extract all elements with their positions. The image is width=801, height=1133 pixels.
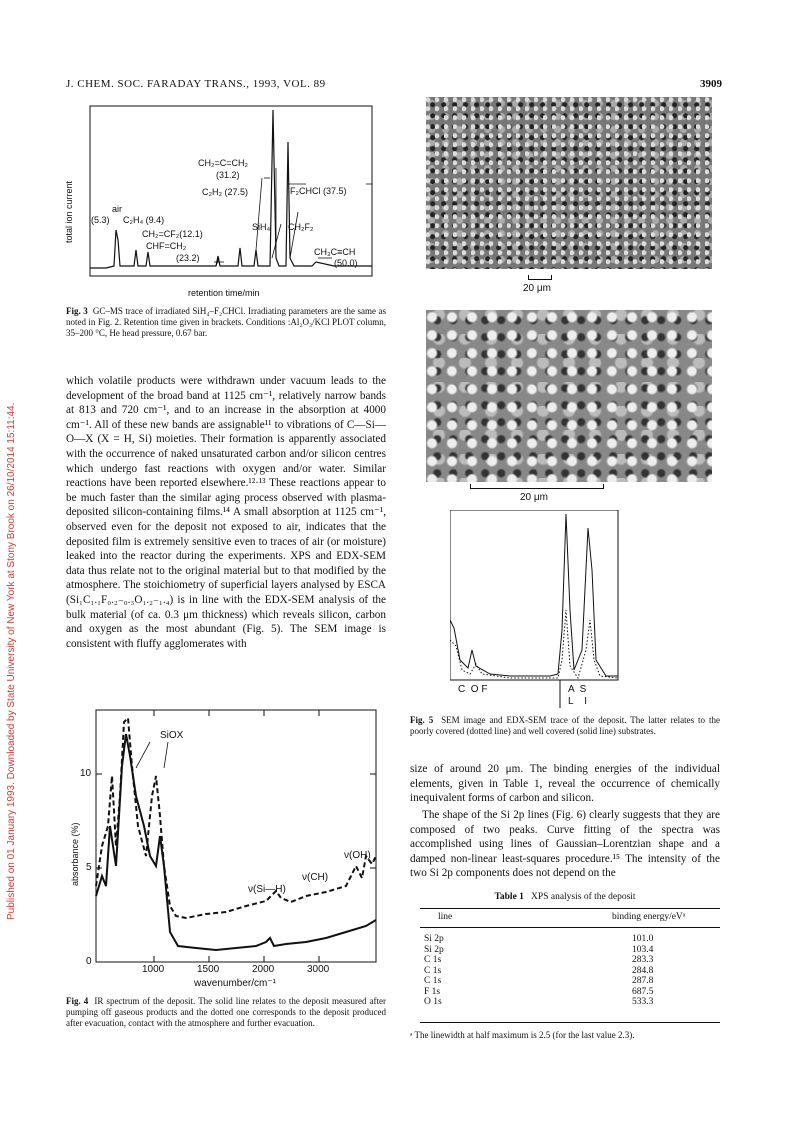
fig3-xlabel: retention time/min: [188, 288, 260, 298]
fig3-ylabel: total ion current: [64, 180, 74, 243]
table1-rule-top: [420, 908, 720, 909]
fig3-label-c2h4: C₂H₄ (9.4): [123, 215, 165, 225]
fig3-label-p500: (50.0): [334, 258, 358, 268]
fig4-xtick-1500: 1500: [197, 964, 220, 975]
fig3-label-chfch2: CHF=CH₂: [146, 241, 187, 251]
fig4-ytick-10: 10: [80, 768, 92, 779]
table-row: O 1s 533.3: [424, 997, 654, 1007]
body-text-left: which volatile products were withdrawn under vacuum leads to the development of the broad band at 1125 cm⁻¹, relatively narrow bands at 813 and 720 cm⁻¹, and to an increase in the absorption at 4000 cm⁻¹. All of these new bands are assignable¹¹ to vibrations of C—Si—O—X (X = H, Si) moieties. Their formation is apparently associated with the occurrence of naked unsaturated carbon and/or silicon centres which undergo fast reactions with oxygen and/or water. Similar reactions have been reported elsewhere.¹²·¹³ These reactions appear to be much faster than the similar aging process observed with plasma-deposited silicon-containing films.¹⁴ A small absorption at 1125 cm⁻¹, observed even for the deposit not exposed to air, indicates that the deposited film is extremely sensitive even to traces of air (or moisture) leaked into the reactor during the experiments. XPS and EDX-SEM data thus relate not to the original material but to that modified by the atmosphere. The stoichiometry of superficial layers analysed by ESCA (Si₁C₁.₁F₀.₂₋₀.₃O₁.₂₋₁.₄) is in line with the EDX-SEM analysis of the bulk material (of ca. 0.3 μm thickness) which reveals silicon, carbon and oxygen as the most abundant (Fig. 5). The SEM image is consistent with fluffy agglomerates with: [66, 375, 386, 650]
fig4-dashed-trace: [96, 718, 376, 918]
fig3-label-p312: (31.2): [216, 170, 240, 180]
fig3-label-ch2cf2: CH₂=CF₂(12.1): [142, 229, 203, 239]
fig4-xtick-1000: 1000: [142, 964, 165, 975]
fig4-label-siox: SiOX: [160, 730, 184, 741]
fig3-label-air: air: [112, 204, 123, 214]
table-row: C 1s 283.3: [424, 955, 654, 965]
fig3-label-p53: (5.3): [91, 215, 110, 225]
table1-header-energy: binding energy/eVᵃ: [612, 912, 686, 922]
fig3-label-f2chcl: F₂CHCl (37.5): [290, 186, 347, 196]
sem-image-top: [426, 97, 712, 269]
fig4-caption: Fig. 4 IR spectrum of the deposit. The solid line relates to the deposit measured after pumping off gaseous products and the dotted one corresponds to the deposit produced after evacuation, contact with the atmosphere and further evacuation.: [66, 996, 386, 1028]
table1-rule-mid: [420, 927, 720, 928]
fig4-ytick-5: 5: [86, 862, 92, 873]
fig4-label-vsih: ν(Si—H): [248, 884, 286, 895]
fig4-solid-trace: [96, 734, 376, 950]
fig5-svg: [450, 510, 620, 710]
fig4-label-vch: ν(CH): [302, 872, 329, 883]
table-row: Si 2p 103.4: [424, 944, 654, 955]
scale-label-bottom: 20 μm: [520, 492, 548, 503]
fig3-label-ch2f2: CH₂F₂: [288, 222, 314, 232]
table1: [420, 934, 720, 1008]
scale-bar-top: [528, 275, 552, 280]
page-number: 3909: [700, 78, 722, 90]
download-note: Published on 01 January 1993. Downloaded by State University of New York at Stony Brook on 26/10/2014 15:11:44.: [6, 402, 17, 920]
table-row: C 1s 284.8: [424, 965, 654, 976]
fig5-edx-chart: [450, 510, 620, 710]
fig4-ytick-0: 0: [86, 956, 92, 967]
scale-label-top: 20 μm: [523, 283, 551, 294]
fig3-label-sih4: SiH₄: [252, 222, 271, 232]
fig3-label-ch3cch: CH₃C≡CH: [314, 247, 356, 257]
fig4-xlabel: wavenumber/cm⁻¹: [194, 978, 276, 989]
fig5-xlabels-right-top: A S: [568, 684, 587, 695]
fig4-label-voh: ν(OH): [344, 850, 371, 861]
sem-image-bottom: [426, 310, 712, 482]
fig3-chart: [66, 98, 396, 303]
fig5-dotted-trace: [450, 610, 618, 678]
body-text-right-p1: size of around 20 μm. The binding energies of the individual elements, given in Table 1, reveal the occurrence of chemically inequivalent forms of carbon and silicon.: [410, 763, 720, 805]
table1-footnote: ᵃ The linewidth at half maximum is 2.5 (for the last value 2.3).: [410, 1030, 635, 1040]
fig5-caption: Fig. 5 SEM image and EDX-SEM trace of the deposit. The latter relates to the poorly covered (dotted line) and well covered (solid line) substrates.: [410, 715, 721, 736]
fig3-label-p232: (23.2): [176, 253, 200, 263]
table-row: C 1s 287.8: [424, 976, 654, 986]
fig3-svg: [66, 98, 396, 303]
fig5-xlabels-left: C O F: [458, 684, 488, 695]
scale-bar-bottom: [470, 484, 604, 489]
table-row: Si 2p 101.0: [424, 934, 654, 944]
fig5-xlabels-right-bottom: L I: [568, 696, 588, 707]
table1-header-line: line: [438, 912, 453, 922]
fig4-svg: [66, 706, 386, 998]
fig3-caption: Fig. 3 GC–MS trace of irradiated SiH₄–F₂CHCl. Irradiating parameters are the same as noted in Fig. 2. Retention time given in brackets. Conditions :Al₂O₃/KCl PLOT column, 35–200 °C, He head pressure, 0.67 bar.: [66, 306, 386, 338]
table1-rule-bottom: [420, 1022, 720, 1023]
table1-title: Table 1 XPS analysis of the deposit: [494, 892, 636, 902]
fig3-label-c2h2: C₂H₂ (27.5): [202, 187, 248, 197]
fig4-ylabel: absorbance (%): [70, 822, 80, 886]
fig4-chart: [66, 706, 386, 998]
running-header: J. CHEM. SOC. FARADAY TRANS., 1993, VOL. 89: [66, 78, 326, 90]
table-row: F 1s 687.5: [424, 986, 654, 997]
fig3-label-allene: CH₂=C=CH₂: [198, 158, 248, 168]
fig4-xtick-3000: 3000: [307, 964, 330, 975]
body-text-right-p2: The shape of the Si 2p lines (Fig. 6) clearly suggests that they are composed of two peaks. Curve fitting of the spectra was accomplished using lines of Gaussian–Lorentzian shape and a damped non-linear least-squares procedure.¹⁵ The intensity of the two Si 2p components does not depend on the: [410, 809, 720, 880]
fig4-xtick-2000: 2000: [252, 964, 275, 975]
